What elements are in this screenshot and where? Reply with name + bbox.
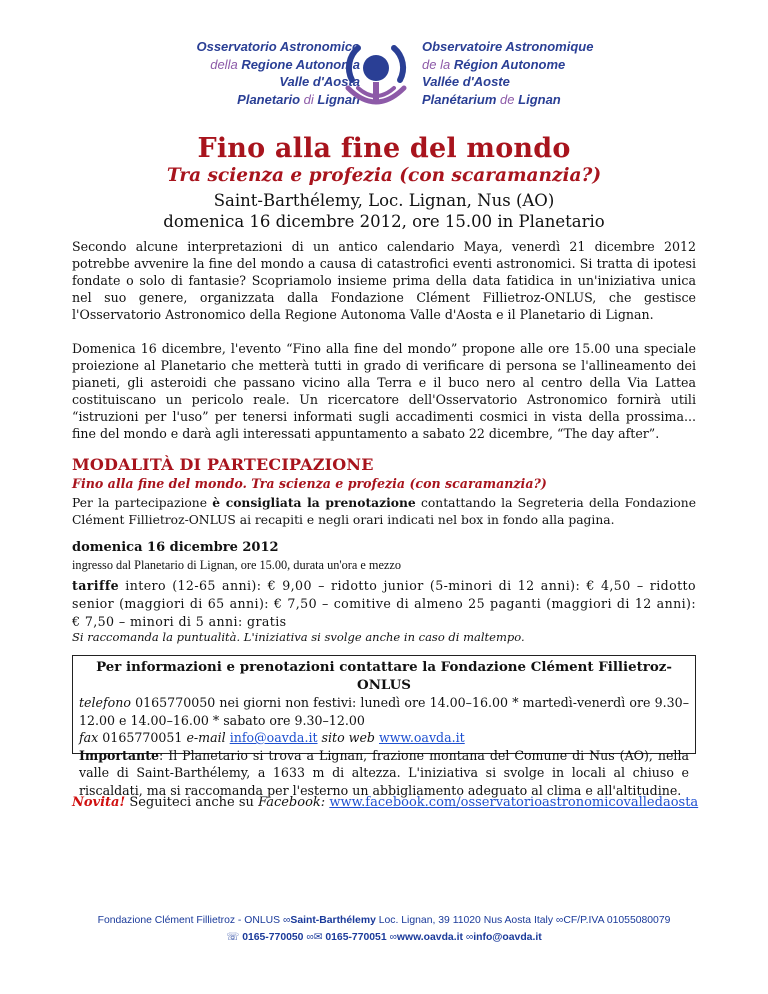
logo-line: Planetario di Lignan bbox=[237, 91, 360, 107]
footer-address: Fondazione Clément Fillietroz - ONLUS ∞Saint-Barthélemy Loc. Lignan, 39 11020 Nus Aosta Italy ∞CF/P.IVA 01055080079 bbox=[97, 915, 671, 926]
event-place: Saint-Barthélemy, Loc. Lignan, Nus (AO) bbox=[213, 191, 555, 210]
logo-text-italian bbox=[196, 38, 360, 108]
header-logo bbox=[0, 38, 768, 114]
event-datetime: domenica 16 dicembre 2012, ore 15.00 in Planetario bbox=[163, 212, 605, 231]
section-heading: MODALITÀ DI PARTECIPAZIONE bbox=[72, 455, 374, 474]
section-subheading: Fino alla fine del mondo. Tra scienza e profezia (con scaramanzia?) bbox=[72, 476, 547, 491]
booking-paragraph: Per la partecipazione è consigliata la prenotazione contattando la Segreteria della Fondazione Clément Fillietroz-ONLUS ai recapiti e negli orari indicati nel box in fondo alla pagina. bbox=[72, 495, 697, 527]
bullet-icon: ∞ bbox=[389, 932, 397, 943]
logo-line: Planétarium de Lignan bbox=[422, 91, 561, 107]
logo-line: Observatoire Astronomique bbox=[422, 39, 594, 54]
event-location bbox=[0, 190, 768, 232]
date-heading: domenica 16 dicembre 2012 bbox=[72, 540, 279, 555]
social-line: Novita! Seguiteci anche su Facebook: www.facebook.com/osservatorioastronomicovalledaosta bbox=[72, 795, 699, 810]
website-link[interactable]: www.oavda.it bbox=[379, 730, 465, 745]
info-box: Per informazioni e prenotazioni contattare la Fondazione Clément Fillietroz-ONLUS telefono 0165770050 nei giorni non festivi: lunedì ore 14.00–16.00 * martedì-venerdì ore 9.30–12.00 e 14.00–16.00 * sabato ore 9.30–12.00 fax 0165770051 e-mail info@oavda.it sito web www.oavda.it Importante: Il Planetario si trova a Lignan, frazione montana del Comune di Nus (AO), nella valle di Saint-Barthélemy, a 1633 m di altezza. L'iniziativa si svolge in locali al chiuso e riscaldati, ma si raccomanda per l'esterno un abbigliamento adeguato al clima e all'altitudine. bbox=[72, 655, 696, 754]
info-box-heading: Per informazioni e prenotazioni contattare la Fondazione Clément Fillietroz-ONLUS bbox=[96, 659, 672, 693]
logo-line: Valle d'Aosta bbox=[279, 74, 360, 89]
logo-line: de la Région Autonome bbox=[422, 56, 566, 72]
email-link[interactable]: info@oavda.it bbox=[229, 730, 318, 745]
logo-line: Osservatorio Astronomico bbox=[196, 39, 360, 54]
bullet-icon: ∞ bbox=[465, 932, 474, 943]
facebook-link[interactable]: www.facebook.com/osservatorioastronomicovalledaosta bbox=[329, 795, 699, 810]
bullet-icon: ∞ bbox=[555, 915, 564, 926]
page-title: Fino alla fine del mondo bbox=[197, 133, 571, 164]
intro-paragraph: Secondo alcune interpretazioni di un antico calendario Maya, venerdì 21 dicembre 2012 potrebbe avvenire la fine del mondo a causa di catastrofici eventi astronomici. Si tratta di ipotesi fondate o solo di fantasie? Scopriamolo insieme prima della data fatidica in un'iniziativa unica nel suo genere, organizzata dalla Fondazione Clément Fillietroz-ONLUS, che gestisce l'Osservatorio Astronomico della Regione Autonoma Valle d'Aosta e il Planetario di Lignan. bbox=[72, 239, 696, 322]
bullet-icon: ∞ bbox=[282, 915, 291, 926]
fax-icon: ✉ bbox=[313, 932, 323, 943]
logo-line: della Regione Autonoma bbox=[210, 56, 360, 72]
logo-text-french bbox=[422, 38, 593, 108]
bullet-icon: ∞ bbox=[306, 932, 314, 943]
logo-line: Vallée d'Aoste bbox=[422, 74, 510, 89]
page-subtitle: Tra scienza e profezia (con scaramanzia?) bbox=[166, 165, 602, 186]
tariffe-paragraph: tariffe intero (12-65 anni): € 9,00 – ridotto junior (5-minori di 12 anni): € 4,50 – ridotto senior (maggiori di 65 anni): € 7,50 – comitive di almeno 25 paganti (maggiori di 12 anni): € 7,50 – minori di 5 anni: gratis bbox=[72, 578, 696, 629]
important-note: : Il Planetario si trova a Lignan, frazione montana del Comune di Nus (AO), nella valle di Saint-Barthélemy, a 1633 m di altezza. L'iniziativa si svolge in locali al chiuso e riscaldati, ma si raccomanda per l'esterno un abbigliamento adeguato al clima e all'altitudine. bbox=[79, 747, 689, 798]
footer-contacts: ☏ 0165-770050 ∞✉ 0165-770051 ∞www.oavda.it ∞info@oavda.it bbox=[226, 932, 542, 943]
event-paragraph: Domenica 16 dicembre, l'evento “Fino alla fine del mondo” propone alle ore 15.00 una speciale proiezione al Planetario che metterà tutti in grado di verificare di persona se l'allineamento dei pianeti, gli asteroidi che passano vicino alla Terra e il buco nero al centro della Via Lattea costituiscano un pericolo reale. Un ricercatore dell'Osservatorio Astronomico fornirà utili “istruzioni per l'uso” per tenersi informati sugli accadimenti cosmici in vista della prossima... fine del mondo e darà agli interessati appuntamento a sabato 22 dicembre, “The day after”. bbox=[72, 341, 696, 441]
observatory-emblem-icon bbox=[340, 38, 412, 114]
phone-icon: ☏ bbox=[226, 932, 240, 943]
footer bbox=[0, 912, 768, 946]
date-details: ingresso dal Planetario di Lignan, ore 15.00, durata un'ora e mezzo bbox=[72, 558, 402, 572]
phone-hours: 0165770050 nei giorni non festivi: lunedì ore 14.00–16.00 * martedì-venerdì ore 9.30–12.00 e 14.00–16.00 * sabato ore 9.30–12.00 bbox=[79, 695, 689, 728]
punctuality-note: Si raccomanda la puntualità. L'iniziativa si svolge anche in caso di maltempo. bbox=[72, 630, 525, 644]
